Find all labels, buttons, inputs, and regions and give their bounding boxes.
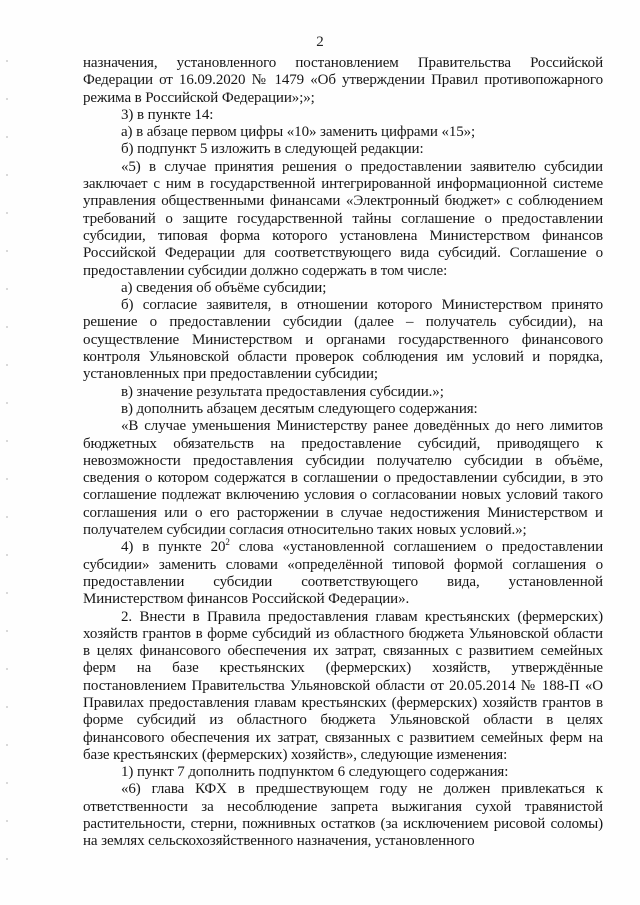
- paragraph: [83, 539, 603, 608]
- paragraph: в) дополнить абзацем десятым следующего содержания:: [121, 400, 478, 417]
- paragraph: «В случае уменьшения Министерству ранее доведённых до него лимитов бюджетных обязательств на предоставление субсидий, приводящего к невозможности предоставления субсидии получателю субсидии в объёме, сведения о котором содержатся в соглашении о предоставлении субсидии, в это соглашение подлежат включению условия о согласовании новых условий такого соглашения или о его расторжении в случае недостижения Министерством и получателем субсидии согласия относительно таких новых условий.»;: [83, 418, 603, 539]
- scan-margin-marks: [6, 60, 8, 860]
- superscript: 2: [225, 537, 230, 548]
- paragraph: назначения, установленного постановлением Правительства Российской Федерации от 16.09.2020 № 1479 «Об утверждении Правил противопожарного режима в Российской Федерации»;»;: [83, 55, 603, 106]
- paragraph: 2. Внести в Правила предоставления главам крестьянских (фермерских) хозяйств грантов в форме субсидий из областного бюджета Ульяновской области в целях финансового обеспечения их затрат, связанных с развитием семейных ферм на базе крестьянских (фермерских) хозяйств, утверждённые постановлением Правительства Ульяновской области от 20.05.2014 № 188-П «О Правилах предоставления главам крестьянских (фермерских) хозяйств грантов в форме субсидий из областного бюджета Ульяновской области в целях финансового обеспечения их затрат, связанных с развитием семейных ферм на базе крестьянских (фермерских) хозяйств», следующие изменения:: [83, 608, 603, 763]
- paragraph: в) значение результата предоставления субсидии.»;: [121, 383, 444, 400]
- paragraph: 3) в пункте 14:: [121, 106, 214, 123]
- paragraph: а) сведения об объёме субсидии;: [121, 279, 327, 296]
- paragraph: б) подпункт 5 изложить в следующей редакции:: [121, 141, 424, 158]
- paragraph-text: 4) в пункте 20: [121, 539, 226, 556]
- paragraph: «6) глава КФХ в предшествующем году не должен привлекаться к ответственности за несоблюдение запрета выжигания сухой травянистой растительности, стерни, пожнивных остатков (за исключением рисовой соломы) на землях сельскохозяйственного назначения, установленного: [83, 781, 603, 850]
- paragraph: 1) пункт 7 дополнить подпунктом 6 следующего содержания:: [121, 764, 509, 781]
- paragraph: а) в абзаце первом цифры «10» заменить цифрами «15»;: [121, 124, 476, 141]
- paragraph: б) согласие заявителя, в отношении которого Министерством принято решение о предоставлении субсидии (далее – получатель субсидии), на осуществление Министерством и органами государственного финансового контроля Ульяновской области проверок соблюдения им условий и порядка, установленных при предоставлении субсидии;: [83, 297, 603, 383]
- paragraph-text: слова «установленной соглашением о предоставлении субсидии» заменить словами «определённой типовой формой соглашения о предоставлении субсидии соответствующего вида, установленной Министерством финансов Российской Федерации».: [83, 539, 604, 608]
- document-body: [83, 55, 603, 851]
- page-number: 2: [316, 34, 324, 50]
- paragraph: «5) в случае принятия решения о предоставлении заявителю субсидии заключает с ним в государственной интегрированной информационной системе управления общественными финансами «Электронный бюджет» с соблюдением требований о защите государственной тайны соглашение о предоставлении субсидии, типовая форма которого установлена Министерством финансов Российской Федерации для соответствующего вида субсидий. Соглашение о предоставлении субсидии должно содержать в том числе:: [83, 158, 603, 279]
